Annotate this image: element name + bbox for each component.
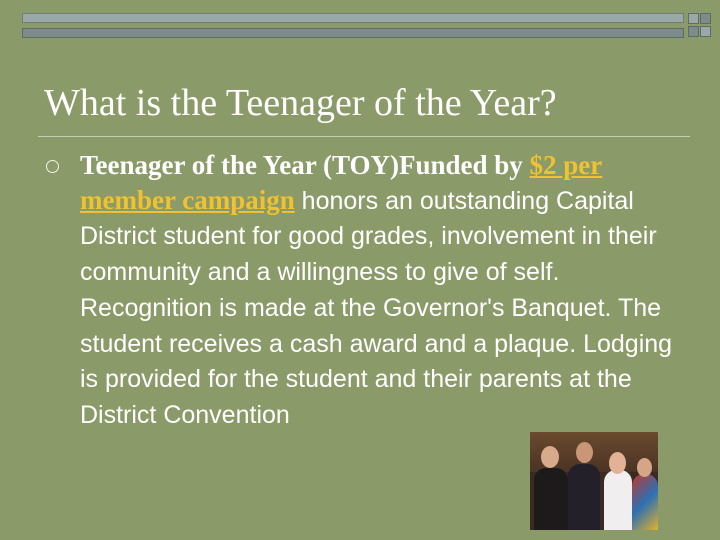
decorative-bar-upper <box>22 13 684 23</box>
decorative-square <box>700 13 711 24</box>
decorative-bar-lower <box>22 28 684 38</box>
photo-person <box>632 474 658 530</box>
bullet-text <box>80 148 680 433</box>
title-divider <box>38 136 690 137</box>
photo-person <box>604 470 632 530</box>
photo-person <box>534 468 568 530</box>
photo-person-head <box>576 442 593 463</box>
bullet-tail: Recognition is made at the Governor's Banquet. The student receives a cash award and a plaque. Lodging is provided for the student and their parents at the District Convention <box>80 293 673 429</box>
award-photo <box>530 432 658 530</box>
photo-person-head <box>637 458 652 477</box>
decorative-top-bars <box>22 10 684 40</box>
decorative-square <box>688 26 699 37</box>
photo-person <box>568 464 600 530</box>
photo-person-head <box>609 452 626 474</box>
decorative-square <box>700 26 711 37</box>
hollow-circle-bullet-icon <box>46 160 59 173</box>
decorative-square <box>688 13 699 24</box>
bullet-middle: honors an outstanding Capital District student for good grades, involvement in their community and a willingness to give of self. <box>80 186 657 287</box>
photo-person-head <box>541 446 559 468</box>
campaign-link[interactable]: $2 per member campaign <box>80 150 603 215</box>
bullet-lead: Teenager of the Year (TOY)Funded by <box>80 150 530 180</box>
slide-title: What is the Teenager of the Year? <box>44 82 557 124</box>
